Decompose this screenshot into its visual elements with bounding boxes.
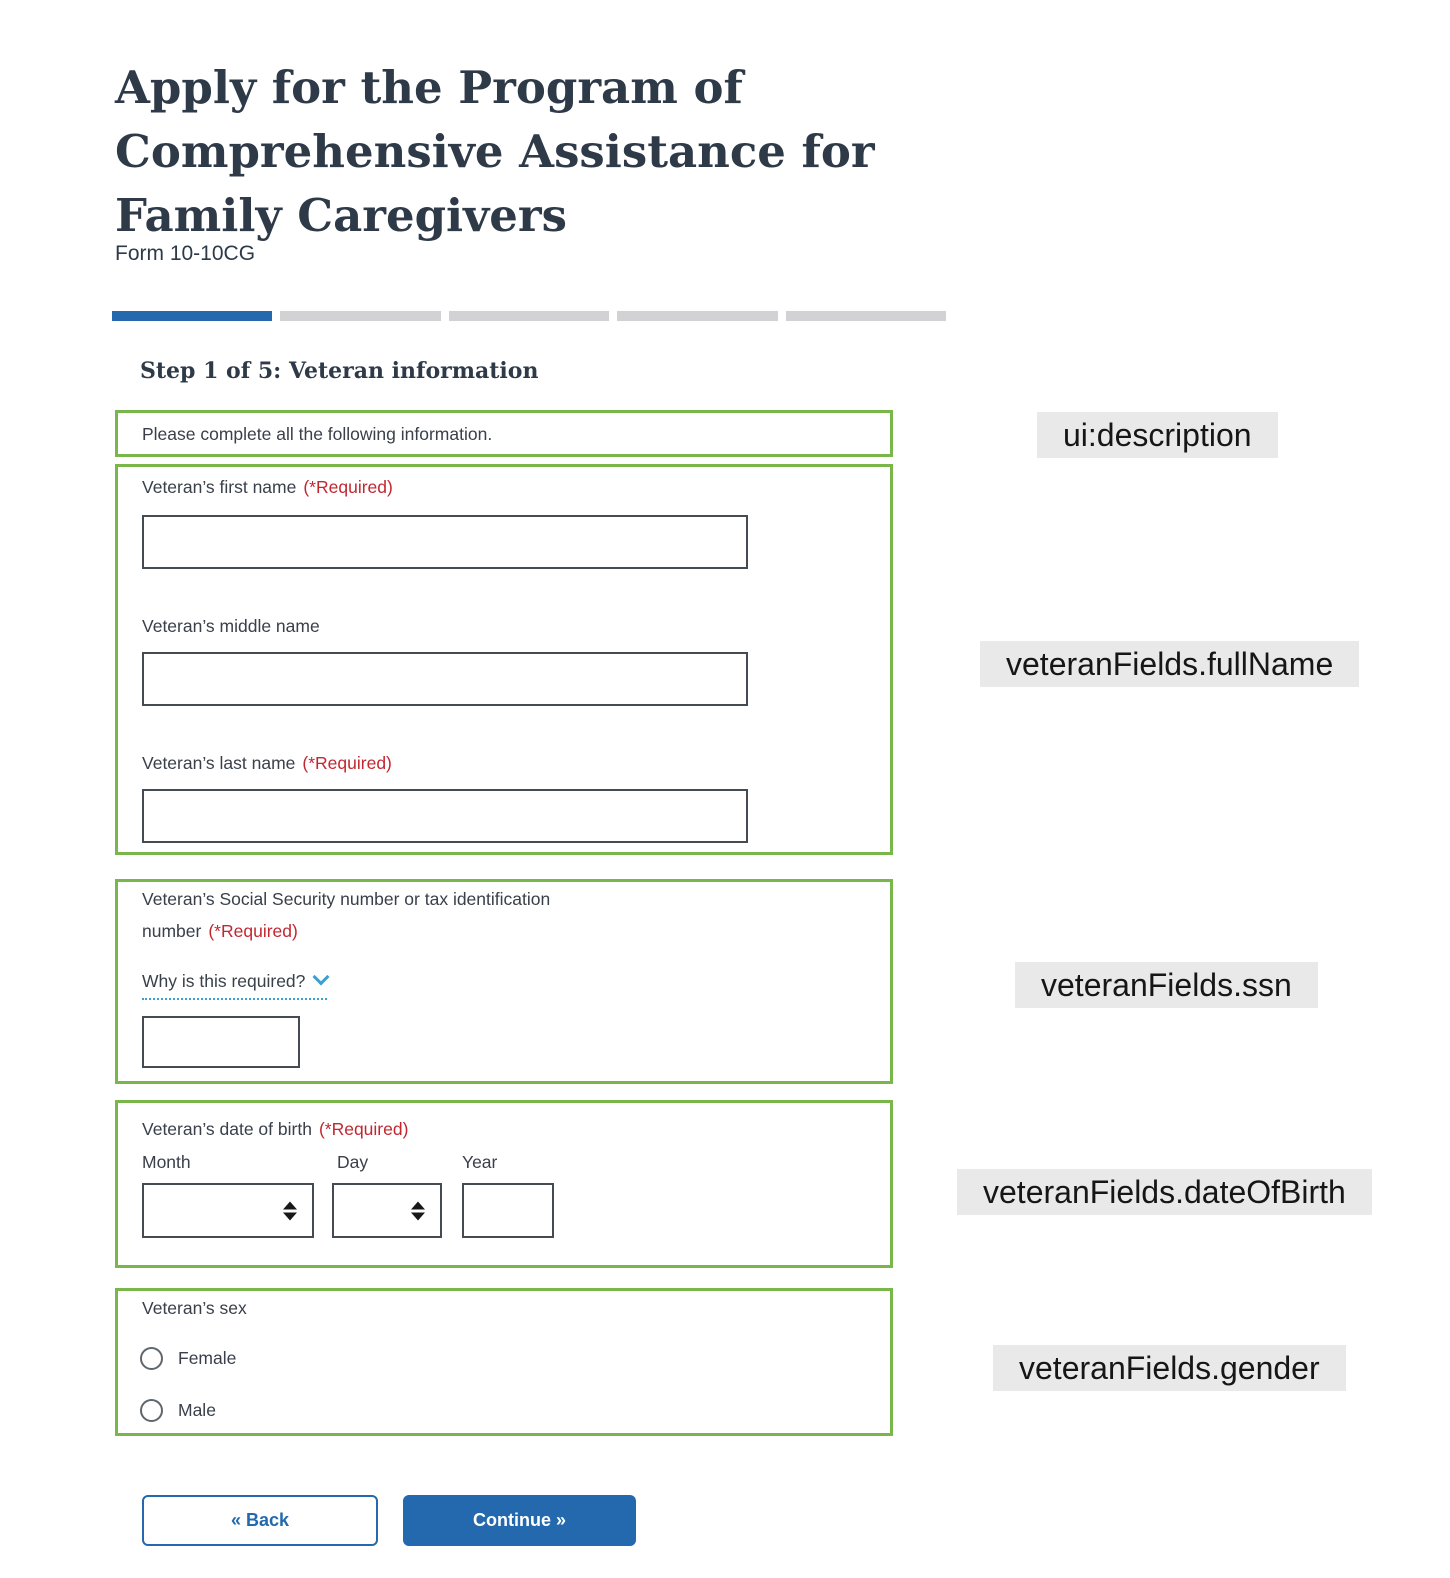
- annotation-dateofbirth: veteranFields.dateOfBirth: [957, 1169, 1372, 1215]
- chevron-down-icon: [313, 969, 330, 986]
- last-name-label: Veteran’s last name (*Required): [142, 753, 392, 773]
- progress-bar: [112, 311, 946, 321]
- ssn-annotation-box: [115, 879, 893, 1084]
- dob-annotation-box: [115, 1100, 893, 1268]
- dob-label: Veteran’s date of birth (*Required): [142, 1119, 409, 1139]
- radio-button-icon[interactable]: [140, 1347, 163, 1370]
- last-name-input[interactable]: [142, 789, 748, 843]
- annotation-ui-description: ui:description: [1037, 412, 1278, 458]
- step-heading: Step 1 of 5: Veteran information: [140, 358, 539, 384]
- select-arrows-icon: [283, 1201, 297, 1220]
- fullname-annotation-box: [115, 464, 893, 855]
- gender-annotation-box: [115, 1288, 893, 1436]
- middle-name-input[interactable]: [142, 652, 748, 706]
- progress-segment-1: [112, 311, 272, 321]
- middle-name-label: Veteran’s middle name: [142, 616, 320, 636]
- annotation-gender: veteranFields.gender: [993, 1345, 1346, 1391]
- month-select[interactable]: [142, 1183, 314, 1238]
- annotation-fullname: veteranFields.fullName: [980, 641, 1359, 687]
- month-label: Month: [142, 1152, 191, 1172]
- progress-segment-2: [280, 311, 440, 321]
- first-name-label: Veteran’s first name (*Required): [142, 477, 393, 497]
- year-input[interactable]: [462, 1183, 554, 1238]
- required-indicator: (*Required): [208, 921, 298, 941]
- ssn-input[interactable]: [142, 1016, 300, 1068]
- why-required-link[interactable]: Why is this required?: [142, 971, 327, 1000]
- progress-segment-5: [786, 311, 946, 321]
- description-annotation-box: [115, 410, 893, 457]
- sex-label: Veteran’s sex: [142, 1298, 247, 1318]
- progress-segment-3: [449, 311, 609, 321]
- form-number: Form 10-10CG: [115, 242, 256, 265]
- select-arrows-icon: [411, 1201, 425, 1220]
- form-description-text: Please complete all the following information.: [142, 424, 493, 444]
- back-button[interactable]: « Back: [142, 1495, 378, 1546]
- day-label: Day: [337, 1152, 369, 1172]
- year-label: Year: [462, 1152, 498, 1172]
- radio-option-female[interactable]: Female: [140, 1347, 236, 1370]
- radio-option-male[interactable]: Male: [140, 1399, 216, 1422]
- continue-button[interactable]: Continue »: [403, 1495, 636, 1546]
- required-indicator: (*Required): [302, 753, 392, 773]
- day-select[interactable]: [332, 1183, 442, 1238]
- annotation-ssn: veteranFields.ssn: [1015, 962, 1318, 1008]
- radio-button-icon[interactable]: [140, 1399, 163, 1422]
- first-name-input[interactable]: [142, 515, 748, 569]
- ssn-label-line2: number (*Required): [142, 921, 298, 941]
- ssn-label-line1: Veteran’s Social Security number or tax identification: [142, 889, 551, 909]
- page-title: Apply for the Program of Comprehensive Assistance for Family Caregivers: [115, 61, 875, 243]
- progress-segment-4: [617, 311, 777, 321]
- required-indicator: (*Required): [303, 477, 393, 497]
- required-indicator: (*Required): [318, 1119, 409, 1139]
